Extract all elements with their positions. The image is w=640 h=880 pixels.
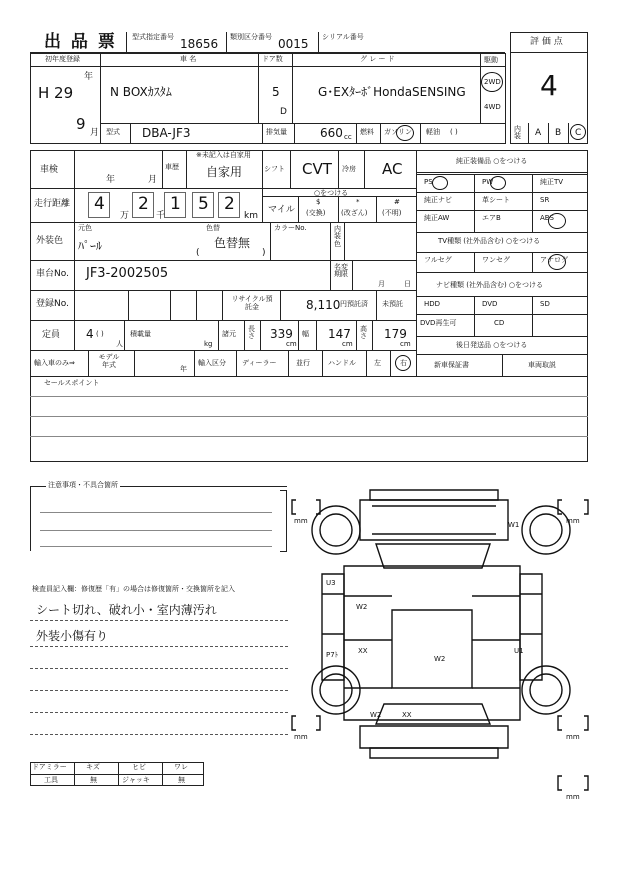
mark-p7: P7ﾄ — [326, 651, 339, 659]
handle-right: 右 — [400, 359, 407, 367]
interior-color-label: 内装色 — [334, 225, 341, 248]
legend-tools: 工具 — [44, 776, 58, 784]
tread-mm-rl: mm — [294, 733, 308, 741]
tread-mm-rr: mm — [566, 733, 580, 741]
first-reg-month: 9 — [76, 115, 86, 133]
recycle-unit: 円預託済 — [340, 300, 368, 308]
chassis: JF3-2002505 — [86, 266, 169, 281]
unit-sen: 千 — [156, 211, 166, 221]
interior-c: C — [575, 128, 582, 138]
history: 自家用 — [206, 165, 243, 179]
legend-crack: ヒビ — [132, 763, 146, 771]
inspection-month-unit: 月 — [148, 175, 158, 185]
mileage-digit: 5 — [198, 194, 209, 214]
not-deposited: 未預託 — [382, 300, 403, 308]
mileage-label: 走行距離 — [34, 199, 71, 209]
doors: 5 — [272, 85, 280, 99]
grade-label: グ レ ー ド — [360, 55, 395, 63]
month-unit: 月 — [90, 128, 100, 138]
mileage-circle-note: ○をつける — [314, 189, 349, 197]
type-no: 18656 — [180, 37, 219, 51]
unknown-label: (不明) — [382, 209, 402, 217]
inspection-year-unit: 年 — [106, 175, 116, 185]
reg-no-label: 登録No. — [36, 299, 69, 309]
load-label: 積載量 — [130, 330, 151, 338]
serial-label: シリアル番号 — [322, 33, 364, 41]
mileage-digit: 2 — [138, 194, 149, 214]
name-change-month: 月 — [378, 280, 385, 288]
equip-row1-2: 純正TV — [540, 178, 564, 186]
equip-row3-0: 純正AW — [424, 214, 450, 222]
legend-door-mirror: ドアミラー — [32, 763, 67, 771]
length-label: 長さ — [248, 325, 255, 340]
modified-star: * — [356, 198, 360, 206]
history-label: 車歴 — [165, 163, 179, 171]
mark-xx-left: XX — [358, 647, 368, 655]
notes-label: 注意事項・不具合箇所 — [48, 481, 118, 489]
drive-label: 駆動 — [484, 56, 498, 64]
paren-open: ( — [196, 248, 200, 258]
exch-label: (交換) — [306, 209, 326, 217]
model-label: 型式 — [106, 128, 120, 136]
later-warranty: 新車保証書 — [434, 361, 469, 369]
mark-w2-rear: W2 — [370, 711, 382, 719]
unit-km: km — [244, 211, 258, 221]
mark-w1: W1 — [508, 521, 520, 529]
dims-label: 諸元 — [222, 330, 236, 338]
cooler: AC — [382, 160, 403, 178]
fuel-bracket: ( ) — [450, 128, 458, 136]
first-reg-year: H 29 — [38, 84, 74, 102]
drive-4wd: 4WD — [484, 103, 501, 111]
first-reg-label: 初年度登録 — [45, 55, 80, 63]
equip-tv-1: ワンセグ — [482, 256, 510, 264]
repaint-label: 色替 — [206, 224, 220, 232]
name-change-day: 日 — [404, 280, 411, 288]
interior-label: 内装 — [514, 125, 521, 140]
import-dealer: ディーラー — [242, 359, 277, 367]
legend-jack-value: 無 — [178, 776, 185, 784]
score-value: 4 — [540, 69, 558, 102]
equip-tv-0: フルセグ — [424, 256, 452, 264]
fuel-diesel: 軽油 — [426, 128, 440, 136]
equip-row3-1: エアB — [482, 214, 501, 222]
cd-label: CD — [494, 319, 505, 327]
color-label: 外装色 — [36, 236, 64, 246]
tread-mm-fl: mm — [294, 517, 308, 525]
height-label: 高さ — [360, 325, 367, 340]
navi-title: ナビ種類 (社外品含む) ○をつける — [436, 281, 544, 289]
type-no-label: 型式指定番号 — [132, 33, 174, 41]
name-change-label: 名変期限 — [334, 263, 348, 278]
width-unit: cm — [342, 340, 353, 348]
import-parallel: 並行 — [296, 359, 310, 367]
inspector-line-1: シート切れ、破れ小・室内薄汚れ — [36, 603, 217, 617]
cc-unit: cc — [344, 133, 352, 141]
mark-u1: U1 — [514, 647, 524, 655]
height: 179 — [384, 327, 407, 341]
length: 339 — [270, 327, 293, 341]
inspector-label: 検査員記入欄：修復歴「有」の場合は修復箇所・交換箇所を記入 — [32, 585, 235, 593]
length-unit: cm — [286, 340, 297, 348]
sales-point-label: セールスポイント — [44, 379, 100, 387]
later-manual: 車両取説 — [528, 361, 556, 369]
name-label: 車 名 — [180, 55, 197, 63]
equip-row3-2: ABS — [540, 214, 554, 222]
unit-man: 万 — [120, 211, 130, 221]
recycle-amount: 8,110 — [306, 298, 341, 312]
capacity-label: 定員 — [42, 330, 61, 340]
legend-break: ワレ — [174, 763, 188, 771]
equip-row1-0: PS — [424, 178, 433, 186]
modified-label: (改ざん) — [341, 209, 368, 217]
mark-w2-left: W2 — [356, 603, 368, 611]
displacement-label: 排気量 — [266, 128, 287, 136]
handle-label: ハンドル — [328, 359, 356, 367]
equip-tv-2: アナログ — [540, 256, 568, 264]
equip-navi1-1: DVD — [482, 300, 498, 308]
mark-w2-roof: W2 — [434, 655, 446, 663]
car-name: N BOXｶｽﾀﾑ — [110, 85, 172, 99]
equip-row1-1: PW — [482, 178, 494, 186]
person-unit: 人 — [116, 340, 123, 348]
height-unit: cm — [400, 340, 411, 348]
tv-title: TV種類 (社外品含む) ○をつける — [438, 237, 541, 245]
equip-navi1-0: HDD — [424, 300, 441, 308]
model-year-label: モデル年式 — [98, 353, 120, 370]
interior-b: B — [555, 128, 562, 138]
inspection-label: 車検 — [40, 165, 59, 175]
import-label: 輸入車のみ⇒ — [34, 359, 75, 367]
class-no: 0015 — [278, 37, 309, 51]
inspector-line-2: 外装小傷有り — [36, 629, 109, 643]
fuel-gasoline: ガソリン — [384, 128, 412, 136]
shift-label: シフト — [264, 165, 285, 173]
mileage-digit: 1 — [170, 194, 181, 214]
original-color-label: 元色 — [78, 224, 92, 232]
capacity: 4 — [86, 327, 94, 341]
mile-label: マイル — [268, 205, 295, 215]
equip-title: 純正装備品 ○をつける — [456, 157, 528, 165]
cooler-label: 冷房 — [342, 165, 356, 173]
equip-row2-1: 革シート — [482, 196, 510, 204]
legend-scratch: キズ — [86, 763, 100, 771]
recycle-label: リサイクル預託金 — [231, 295, 273, 312]
later-title: 後日発送品 ○をつける — [456, 341, 528, 349]
dvd-play-label: DVD再生可 — [420, 319, 457, 327]
tread-mm-fr: mm — [566, 517, 580, 525]
handle-left: 左 — [374, 359, 381, 367]
original-color: ﾊﾟｰﾙ — [78, 239, 103, 253]
mark-u3: U3 — [326, 579, 336, 587]
grade: G･EXﾀｰﾎﾞHondaSENSING — [318, 85, 466, 99]
equip-row2-2: SR — [540, 196, 550, 204]
interior-a: A — [535, 128, 542, 138]
class-no-label: 類別区分番号 — [230, 33, 272, 41]
exch-dollar: $ — [316, 198, 321, 206]
color-no-label: カラーNo. — [274, 224, 307, 232]
model-year-unit: 年 — [180, 365, 187, 373]
model: DBA-JF3 — [142, 126, 191, 140]
displacement: 660 — [320, 126, 343, 140]
width-label: 幅 — [302, 330, 309, 338]
tread-mm-spare: mm — [566, 793, 580, 801]
kg-unit: kg — [204, 340, 213, 348]
repaint: 色替無 — [214, 236, 251, 250]
fuel-label: 燃料 — [360, 128, 374, 136]
unknown-hash: # — [394, 198, 400, 206]
history-note: ※未記入は自家用 — [196, 151, 251, 159]
mileage-digit: 4 — [94, 194, 105, 214]
form-title: 出 品 票 — [44, 32, 117, 52]
mark-xx-rear: XX — [402, 711, 412, 719]
year-unit: 年 — [84, 72, 94, 82]
legend-tools-value: 無 — [90, 776, 97, 784]
shift: CVT — [302, 160, 332, 178]
width: 147 — [328, 327, 351, 341]
capacity-paren: ( ) — [96, 330, 104, 338]
drive-2wd: 2WD — [484, 78, 501, 86]
mileage-digit: 2 — [224, 194, 235, 214]
score-label: 評 価 点 — [530, 37, 563, 47]
doors-label: ドア数 — [262, 55, 283, 63]
paren-close: ) — [262, 248, 266, 258]
chassis-label: 車台No. — [36, 269, 69, 279]
equip-row2-0: 純正ナビ — [424, 196, 452, 204]
equip-navi1-2: SD — [540, 300, 550, 308]
legend-jack: ジャッキ — [122, 776, 150, 784]
import-type-label: 輸入区分 — [198, 359, 226, 367]
door-type: D — [280, 107, 287, 117]
